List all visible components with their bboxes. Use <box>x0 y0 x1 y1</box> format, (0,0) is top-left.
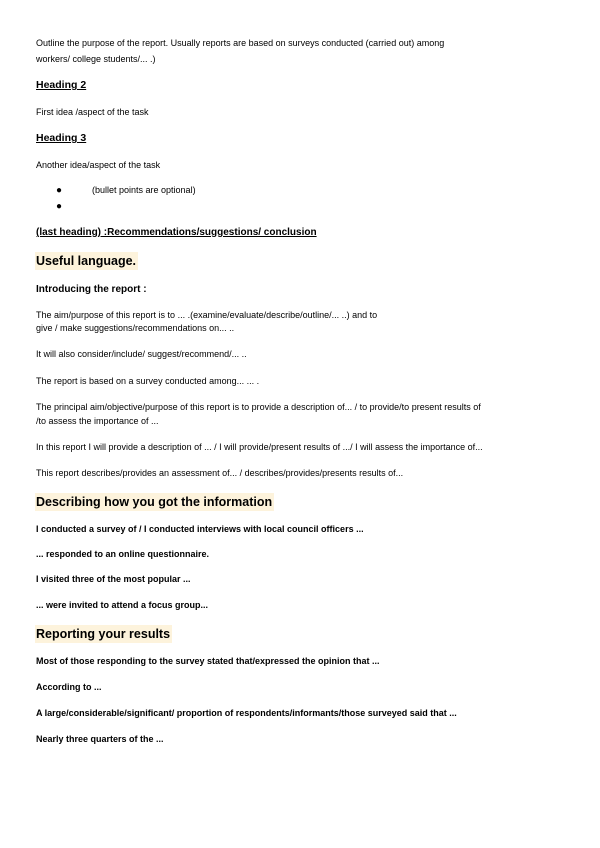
useful-language-line: give / make suggestions/recommendations on... .. <box>36 323 235 333</box>
outline-text-line-1: Outline the purpose of the report. Usually reports are based on surveys conducted (carried out) among <box>36 38 445 48</box>
useful-language-line: The aim/purpose of this report is to ... .(examine/evaluate/describe/outline/... ..) and to <box>36 310 378 320</box>
introducing-report-heading: Introducing the report : <box>36 284 147 295</box>
useful-language-line: The report is based on a survey conducted among... ... . <box>36 376 260 386</box>
describing-line: I conducted a survey of / I conducted interviews with local council officers ... <box>36 524 364 534</box>
bullet-item-1: (bullet points are optional) <box>92 185 196 195</box>
reporting-line: Most of those responding to the survey stated that/expressed the opinion that ... <box>36 656 380 666</box>
heading-3-text: Another idea/aspect of the task <box>36 160 161 170</box>
useful-language-line: It will also consider/include/ suggest/recommend/... .. <box>36 349 247 359</box>
reporting-line: According to ... <box>36 682 102 692</box>
heading-2-title: Heading 2 <box>36 79 87 91</box>
describing-line: ... responded to an online questionnaire. <box>36 549 210 559</box>
last-heading: (last heading) :Recommendations/suggestions/ conclusion <box>36 227 317 238</box>
bullet-icon: ● <box>56 201 63 212</box>
describing-information-title: Describing how you got the information <box>36 495 273 509</box>
heading-2-text: First idea /aspect of the task <box>36 107 149 117</box>
describing-line: I visited three of the most popular ... <box>36 574 191 584</box>
useful-language-title: Useful language. <box>36 254 137 268</box>
reporting-line: A large/considerable/significant/ proportion of respondents/informants/those surveyed said that ... <box>36 708 457 718</box>
useful-language-line: In this report I will provide a description of ... / I will provide/present results of .../ I will assess the importance of... <box>36 442 483 452</box>
reporting-results-title: Reporting your results <box>36 627 171 641</box>
reporting-line: Nearly three quarters of the ... <box>36 734 164 744</box>
outline-text-line-2: workers/ college students/... .) <box>36 54 156 64</box>
heading-3-title: Heading 3 <box>36 132 87 144</box>
useful-language-line: /to assess the importance of ... <box>36 416 159 426</box>
describing-line: ... were invited to attend a focus group... <box>36 600 209 610</box>
useful-language-line: The principal aim/objective/purpose of this report is to provide a description of... / to provide/to present results of <box>36 402 481 412</box>
useful-language-line: This report describes/provides an assessment of... / describes/provides/presents results of... <box>36 468 404 478</box>
bullet-icon: ● <box>56 185 63 196</box>
